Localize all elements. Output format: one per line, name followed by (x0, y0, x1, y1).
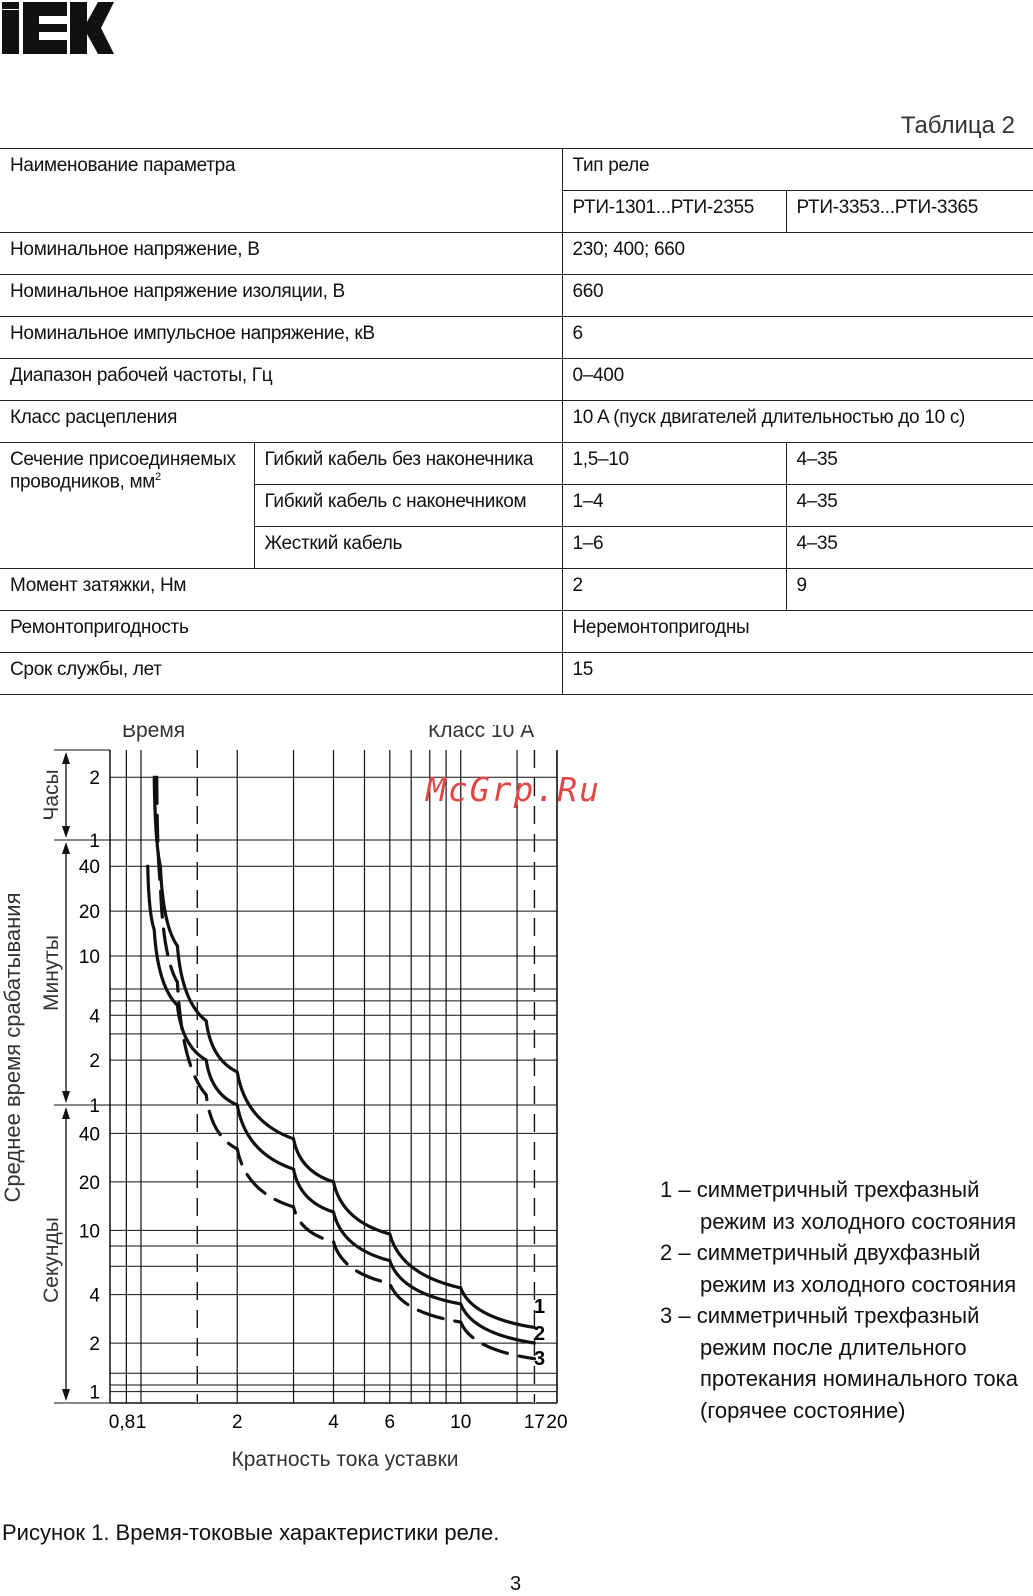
spec-table (0, 148, 1033, 695)
sub-row-name: Гибкий кабель без наконечника (254, 443, 562, 485)
y-tick-label: 1 (89, 1096, 100, 1117)
sub-row-b: 4–35 (786, 527, 1033, 569)
table-row (0, 233, 1033, 275)
watermark: McGrp.Ru (426, 770, 601, 809)
row-name: Ремонтопригодность (0, 611, 562, 653)
legend-line: 3 – симметричный трехфазный (660, 1303, 980, 1328)
section-name (0, 443, 254, 569)
row-value: 6 (562, 317, 1033, 359)
y-tick-label: 20 (78, 1172, 100, 1194)
y-tick-label: 4 (89, 1285, 100, 1307)
y-tick-label: 2 (89, 768, 100, 790)
table-row (0, 317, 1033, 359)
legend-line: режим после длительного (700, 1334, 967, 1360)
table-row (0, 569, 1033, 611)
chart-title-left: Время (122, 725, 186, 742)
y-group-label: Минуты (40, 934, 63, 1012)
legend-line: 2 – симметричный двухфазный (660, 1240, 981, 1265)
table-row (0, 359, 1033, 401)
x-tick-label: 2 (231, 1412, 243, 1433)
row-value-b: 9 (786, 569, 1033, 611)
sub-row-name: Гибкий кабель с наконечником (254, 485, 562, 527)
sub-row-a: 1,5–10 (562, 443, 786, 485)
y-tick-label: 10 (78, 946, 100, 968)
sub-row-b: 4–35 (786, 485, 1033, 527)
y-tick-label: 2 (89, 1334, 100, 1356)
legend-line: режим из холодного состояния (700, 1208, 1017, 1234)
y-group-label: Секунды (40, 1217, 63, 1303)
x-tick-label: 0,8 (108, 1412, 136, 1433)
table-row (0, 401, 1033, 443)
section-name-sup: 2 (155, 471, 161, 483)
y-group-arrow-down (62, 826, 70, 838)
series-1-line (154, 777, 534, 1327)
row-name: Диапазон рабочей частоты, Гц (0, 359, 562, 401)
legend-item (660, 1174, 1018, 1237)
row-name: Класс расцепления (0, 401, 562, 443)
type-header: Тип реле (562, 149, 1033, 191)
y-group-arrow-up (62, 842, 70, 854)
y-group-arrow-down (62, 1389, 70, 1401)
row-value: 0–400 (562, 359, 1033, 401)
x-tick-label: 1 (135, 1412, 147, 1433)
y-group-arrow-up (62, 1107, 70, 1119)
y-tick-label: 2 (89, 1051, 100, 1073)
figure-caption: Рисунок 1. Время-токовые характеристики реле. (2, 1520, 500, 1545)
table-row (0, 611, 1033, 653)
table-row (0, 275, 1033, 317)
y-group-label: Часы (40, 769, 63, 821)
row-value-a: 2 (562, 569, 786, 611)
legend-line: (горячее состояние) (700, 1397, 906, 1423)
chart-title-right: Класс 10 А (428, 725, 535, 742)
series-3-line (157, 777, 535, 1359)
x-axis-label: Кратность тока уставки (231, 1448, 459, 1471)
legend-item (660, 1300, 1018, 1426)
table-label: Таблица 2 (900, 112, 1015, 139)
y-tick-label: 10 (78, 1221, 100, 1243)
col-b-header: РТИ-3353...РТИ-3365 (786, 191, 1033, 233)
y-tick-label: 1 (89, 1382, 100, 1404)
col-a-header: РТИ-1301...РТИ-2355 (562, 191, 786, 233)
y-group-arrow-up (62, 752, 70, 764)
legend-line: режим из холодного состояния (700, 1271, 1017, 1297)
time-current-chart (0, 725, 620, 1485)
sub-row-b: 4–35 (786, 443, 1033, 485)
x-tick-label: 17 (523, 1412, 546, 1433)
legend-line: 1 – симметричный трехфазный (660, 1177, 980, 1202)
row-value: Неремонтопригодны (562, 611, 1033, 653)
series-3-label: 3 (534, 1348, 546, 1370)
chart-svg (0, 725, 620, 1480)
legend-item (660, 1237, 1018, 1300)
y-tick-label: 40 (78, 857, 100, 879)
x-tick-label: 6 (384, 1412, 396, 1433)
iek-logo (2, 2, 114, 59)
param-header: Наименование параметра (0, 149, 562, 233)
x-tick-label: 20 (546, 1412, 568, 1433)
row-name: Срок службы, лет (0, 653, 562, 695)
row-name: Номинальное напряжение изоляции, В (0, 275, 562, 317)
y-tick-label: 4 (89, 1006, 100, 1028)
y-tick-label: 20 (78, 902, 100, 924)
row-name: Номинальное импульсное напряжение, кВ (0, 317, 562, 359)
y-tick-label: 1 (89, 831, 100, 852)
sub-row-name: Жесткий кабель (254, 527, 562, 569)
legend-line: протекания номинального тока (700, 1366, 1018, 1391)
row-value: 230; 400; 660 (562, 233, 1033, 275)
x-tick-label: 10 (450, 1412, 472, 1433)
y-tick-label: 40 (78, 1124, 100, 1146)
row-name: Номинальное напряжение, В (0, 233, 562, 275)
series-1-label: 1 (534, 1296, 546, 1318)
row-value: 660 (562, 275, 1033, 317)
x-tick-label: 4 (328, 1412, 339, 1433)
page-number: 3 (510, 1573, 522, 1595)
row-value: 10 A (пуск двигателей длительностью до 10 с) (562, 401, 1033, 443)
series-2-label: 2 (534, 1323, 546, 1345)
row-value: 15 (562, 653, 1033, 695)
sub-row-a: 1–4 (562, 485, 786, 527)
row-name: Момент затяжки, Нм (0, 569, 562, 611)
table-row (0, 443, 1033, 485)
section-name-text: Сечение присоединяемых проводников, мм (10, 449, 236, 493)
sub-row-a: 1–6 (562, 527, 786, 569)
y-axis-label: Среднее время срабатывания (0, 892, 25, 1203)
table-row (0, 653, 1033, 695)
y-group-arrow-down (62, 1091, 70, 1103)
chart-legend (660, 1174, 1018, 1426)
